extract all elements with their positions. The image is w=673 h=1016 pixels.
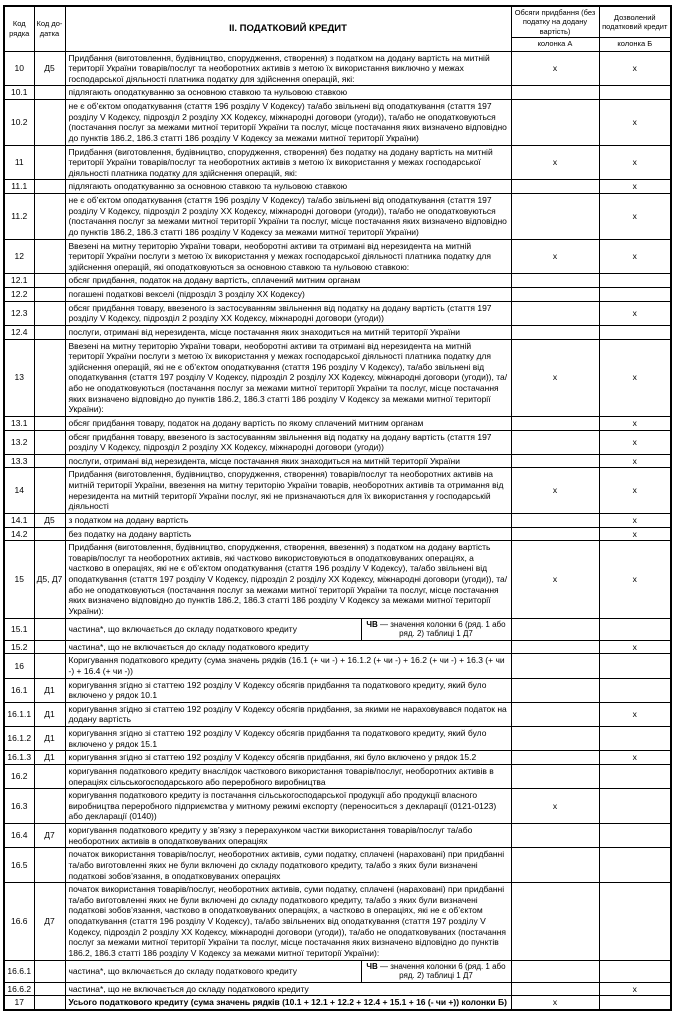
appendix-code: [34, 960, 65, 982]
column-b-cell: х: [599, 180, 671, 194]
appendix-code: [34, 288, 65, 302]
column-b-cell: [599, 288, 671, 302]
row-code: 16.1.3: [4, 751, 34, 765]
row-description: [65, 325, 511, 339]
row-description-content: [66, 240, 511, 274]
row-description-content: [66, 654, 511, 677]
appendix-code: [34, 274, 65, 288]
column-b-cell: х: [599, 702, 671, 726]
row-text: погашені податкові векселі (підрозділ 3 розділу XX Кодексу): [68, 289, 305, 299]
row-code: 13: [4, 339, 34, 416]
appendix-code: [34, 194, 65, 240]
appendix-code: [34, 640, 65, 654]
column-b-cell: х: [599, 982, 671, 996]
row-description: [65, 789, 511, 824]
table-row: [4, 454, 671, 468]
table-row: [4, 430, 671, 454]
row-description-content: [66, 996, 511, 1009]
column-b-cell: х: [599, 239, 671, 274]
row-description: [65, 702, 511, 726]
row-text: підлягають оподаткуванню за основною ставкою та нульовою ставкою: [68, 87, 348, 98]
appendix-code: [34, 430, 65, 454]
row-description: [65, 100, 511, 146]
row-description-content: [66, 146, 511, 180]
column-a-cell: [511, 416, 599, 430]
appendix-code: [34, 468, 65, 514]
column-b-cell: х: [599, 513, 671, 527]
row-text: послуги, отримані від нерезидента, місце постачання яких знаходиться на митній території України: [68, 326, 461, 337]
table-row: [4, 654, 671, 678]
row-description-content: [66, 983, 511, 996]
row-description-content: [66, 679, 511, 702]
table-row: [4, 678, 671, 702]
row-description-content: [66, 302, 511, 325]
row-text: коригування податкового кредиту у зв’язку з перерахунком частки використання товарів/послуг та/або необоротних активів в оподатковуваних операціях: [68, 825, 473, 846]
row-description-content: [66, 789, 511, 823]
row-description-content: [66, 455, 511, 468]
row-description: [65, 416, 511, 430]
row-code: 16.1: [4, 678, 34, 702]
row-code: 13.2: [4, 430, 34, 454]
row-description: [65, 454, 511, 468]
column-a-cell: [511, 678, 599, 702]
table-row: [4, 239, 671, 274]
row-code: 16.6.1: [4, 960, 34, 982]
row-code: 10.1: [4, 86, 34, 100]
column-b-label: колонка Б: [600, 37, 671, 50]
row-code: 14.2: [4, 527, 34, 541]
row-code-header: Код рядка: [4, 6, 34, 51]
row-description-content: [66, 417, 511, 430]
column-b-cell: [599, 848, 671, 883]
table-row: [4, 640, 671, 654]
row-text: Придбання (виготовлення, будівництво, спорудження, створення) без податку на додану вартість на митній території України товарів/послуг та необоротних активів з метою їх використання у межах господарської діяльності платника податку для здійснення операцій, які:: [68, 146, 493, 178]
row-description: [65, 86, 511, 100]
appendix-code: Д5: [34, 513, 65, 527]
row-text: коригування згідно зі статтею 192 розділу V Кодексу обсягів придбання та податкового кредиту, який було включено у рядок 15.1: [68, 728, 487, 749]
column-a-cell: х: [511, 339, 599, 416]
column-b-cell: х: [599, 416, 671, 430]
cv-note-text: — значення колонки 6 (ряд. 1 або ряд. 2) таблиці 1 Д7: [377, 961, 506, 981]
row-description-content: [66, 703, 511, 726]
appendix-code: Д1: [34, 678, 65, 702]
table-row: [4, 288, 671, 302]
column-a-cell: [511, 702, 599, 726]
table-row: [4, 194, 671, 240]
column-a-cell: [511, 325, 599, 339]
column-b-cell: х: [599, 339, 671, 416]
table-row: [4, 883, 671, 960]
row-description: [65, 527, 511, 541]
row-description-content: [66, 727, 511, 750]
appendix-code: [34, 848, 65, 883]
appendix-code: [34, 145, 65, 180]
row-text: Ввезені на митну територію України товари, необоротні активи та отримані від нерезидента на митній території України послуги з метою їх використання у межах господарської діяльності платника податку для здійснення операцій, які оподатковуються за основною ставкою та нульовою ставкою:: [68, 240, 491, 272]
table-row: [4, 100, 671, 146]
row-code: 16.1.2: [4, 727, 34, 751]
appendix-code: [34, 100, 65, 146]
row-text: послуги, отримані від нерезидента, місце постачання яких знаходиться на митній території України: [68, 455, 461, 466]
row-description: [65, 848, 511, 883]
row-description-content: [66, 514, 511, 527]
column-b-cell: х: [599, 751, 671, 765]
row-description: [65, 180, 511, 194]
appendix-code: Д5, Д7: [34, 541, 65, 618]
row-text: Ввезені на митну територію України товари, необоротні активи та отримані від нерезидента на митній території України послуги з метою їх використання у межах господарської діяльності платника податку для здійснення операцій, які не є об’єктом оподаткування (стаття 196 розділу V Кодексу), та/або звільнені від оподаткування (стаття 197 розділу V Кодексу, підрозділ 2 розділу XX Кодексу, міжнародні договори (угоди)), та/або не оподатковуються (постачання послуг за межами митної території України та послуг, місце постачання яких визначено відповідно до пунктів 186.2, 186.3 статті 186 розділу V Кодексу за межами митної території України):: [68, 340, 508, 415]
row-description-content: [66, 619, 511, 640]
row-code: 10: [4, 51, 34, 86]
column-b-cell: х: [599, 51, 671, 86]
appendix-code: [34, 789, 65, 824]
row-text: коригування згідно зі статтею 192 розділу V Кодексу обсягів придбання, які було включено у рядок 15.2: [68, 752, 477, 763]
row-description: [65, 824, 511, 848]
table-row: [4, 789, 671, 824]
table-row: [4, 764, 671, 788]
column-b-cell: х: [599, 541, 671, 618]
appendix-code: Д5: [34, 51, 65, 86]
appendix-code: Д7: [34, 883, 65, 960]
row-text: обсяг придбання, податок на додану вартість, сплачений митним органам: [68, 275, 361, 286]
row-code: 16.6.2: [4, 982, 34, 996]
row-text: коригування згідно зі статтею 192 розділу V Кодексу обсягів придбання, за якими не нараховувався податок на додану вартість: [68, 703, 507, 725]
appendix-code: [34, 454, 65, 468]
row-code: 12.4: [4, 325, 34, 339]
row-description-content: [66, 751, 511, 764]
row-description: [65, 764, 511, 788]
column-a-cell: [511, 180, 599, 194]
row-description: [65, 430, 511, 454]
column-b-cell: х: [599, 301, 671, 325]
table-row: [4, 824, 671, 848]
table-row: [4, 513, 671, 527]
column-a-cell: [511, 527, 599, 541]
row-description-content: [66, 194, 511, 239]
table-row: [4, 848, 671, 883]
table-row: [4, 618, 671, 640]
column-b-cell: [599, 678, 671, 702]
row-text: частина*, що включається до складу податкового кредиту: [68, 965, 298, 976]
row-description: [65, 883, 511, 960]
row-text: з податком на додану вартість: [68, 514, 189, 525]
row-text: Усього податкового кредиту (сума значень рядків (10.1 + 12.1 + 12.2 + 12.4 + 15.1 + 16 (- чи +)) колонки Б): [68, 997, 507, 1008]
column-b-cell: [599, 727, 671, 751]
appendix-code: Д1: [34, 727, 65, 751]
column-a-title: Обсяги придбання (без податку на додану вартість): [514, 8, 596, 36]
row-code: 16.3: [4, 789, 34, 824]
column-b-cell: х: [599, 194, 671, 240]
column-b-cell: [599, 764, 671, 788]
row-description-content: [66, 431, 511, 454]
table-row: [4, 996, 671, 1010]
row-description-content: [66, 824, 511, 847]
table-row: [4, 416, 671, 430]
tax-credit-table: [3, 5, 672, 1011]
column-b-title: Дозволений податковий кредит: [602, 12, 668, 32]
row-code: 12.3: [4, 301, 34, 325]
column-b-cell: [599, 654, 671, 678]
column-a-cell: х: [511, 239, 599, 274]
table-row: [4, 727, 671, 751]
table-row: [4, 960, 671, 982]
appendix-code: [34, 325, 65, 339]
table-row: [4, 541, 671, 618]
row-description-content: [66, 100, 511, 145]
row-text: початок використання товарів/послуг, необоротних активів, суми податку, сплачені (нараховані) при придбанні та/або виготовленні яких не були включені до складу податкового кредиту, та/або з яких були визначені податкові зобов’язання, частково в оподатковуваних операціях, а частково в операціях, які не є об’єктом оподаткування (стаття 196 розділу V Кодексу), та/або звільнених від оподаткування (стаття 197 розділу V Кодексу, підрозділ 2 розділу XX Кодексу, міжнародні договори (угоди)), та/або не оподатковуваних (постачання послуг за межами митної території України та послуг, місце постачання яких визначено відповідно до пунктів 186.2, 186.3 статті 186 розділу V Кодексу за межами митної території України):: [68, 884, 506, 958]
column-b-cell: [599, 274, 671, 288]
column-b-cell: х: [599, 640, 671, 654]
appendix-code: [34, 339, 65, 416]
document-page: [3, 5, 670, 1011]
row-code: 12.1: [4, 274, 34, 288]
column-a-cell: [511, 960, 599, 982]
column-a-cell: х: [511, 145, 599, 180]
column-b-cell: [599, 960, 671, 982]
row-description: [65, 274, 511, 288]
table-row: [4, 51, 671, 86]
row-description-content: [66, 528, 511, 541]
column-a-cell: [511, 513, 599, 527]
column-a-cell: [511, 454, 599, 468]
column-a-cell: [511, 883, 599, 960]
row-text: Придбання (виготовлення, будівництво, спорудження, створення, ввезення) з податком на додану вартість товарів/послуг та необоротних активів, які частково використовуються в оподатковуваних операціях, а частково в операціях, які не є об’єктом оподаткування (стаття 196 розділу V Кодексу), та/або звільнені від оподаткування (стаття 197 розділу V Кодексу, підрозділ 2 розділу XX Кодексу, міжнародні договори (угоди)), та/або не оподатковуються (постачання послуг за межами митної території України та послуг, місце постачання яких визначено відповідно до пунктів 186.2, 186.3 статті 186 розділу V Кодексу за межами митної території України):: [68, 542, 508, 616]
row-text: обсяг придбання товару, ввезеного із застосуванням звільнення від податку на додану вартість (стаття 197 розділу V Кодексу, підрозділ 2 розділу XX Кодексу, міжнародні договори (угоди)): [68, 302, 492, 324]
row-description: [65, 288, 511, 302]
row-text: початок використання товарів/послуг, необоротних активів, суми податку, сплачені (нараховані) при придбанні та/або виготовленні яких не були включені до складу податкового кредиту, та/або з яких були визначені податкові зобов’язання, в оподатковуваних операціях: [68, 849, 505, 881]
row-code: 15.2: [4, 640, 34, 654]
appendix-code: Д1: [34, 751, 65, 765]
row-description: [65, 751, 511, 765]
row-description-content: [66, 326, 511, 339]
row-code: 12.2: [4, 288, 34, 302]
column-a-cell: [511, 100, 599, 146]
row-text: частина*, що не включається до складу податкового кредиту: [68, 983, 309, 994]
row-code: 15.1: [4, 618, 34, 640]
appendix-code: Д7: [34, 824, 65, 848]
row-description: [65, 960, 511, 982]
row-description: [65, 51, 511, 86]
row-description-content: [66, 468, 511, 513]
row-text: обсяг придбання товару, ввезеного із застосуванням звільнення від податку на додану вартість (стаття 197 розділу V Кодексу, підрозділ 2 розділу XX Кодексу, міжнародні договори (угоди)): [68, 431, 492, 453]
table-row: [4, 702, 671, 726]
row-code: 11.2: [4, 194, 34, 240]
table-row: [4, 468, 671, 514]
row-code: 17: [4, 996, 34, 1010]
row-code: 13.3: [4, 454, 34, 468]
row-description: [65, 301, 511, 325]
row-code: 14: [4, 468, 34, 514]
row-text: частина*, що не включається до складу податкового кредиту: [68, 641, 309, 652]
row-description-content: [66, 86, 511, 99]
column-a-cell: [511, 654, 599, 678]
column-b-cell: [599, 996, 671, 1010]
column-b-cell: х: [599, 145, 671, 180]
column-a-cell: [511, 288, 599, 302]
row-code: 10.2: [4, 100, 34, 146]
row-description: [65, 996, 511, 1010]
column-b-cell: [599, 824, 671, 848]
column-a-cell: [511, 848, 599, 883]
column-b-cell: [599, 883, 671, 960]
column-a-cell: [511, 727, 599, 751]
table-row: [4, 145, 671, 180]
row-text: обсяг придбання товару, податок на додану вартість по якому сплачений митним органам: [68, 417, 424, 428]
column-b-cell: х: [599, 430, 671, 454]
column-b-cell: [599, 325, 671, 339]
row-description-content: [66, 52, 511, 86]
column-b-cell: [599, 618, 671, 640]
row-code: 11: [4, 145, 34, 180]
column-a-cell: [511, 824, 599, 848]
row-code: 12: [4, 239, 34, 274]
row-text: коригування згідно зі статтею 192 розділу V Кодексу обсягів придбання та податкового кредиту, який було включено у рядок 10.1: [68, 679, 487, 701]
row-description-content: [66, 883, 511, 959]
column-a-cell: [511, 430, 599, 454]
row-description: [65, 194, 511, 240]
row-description: [65, 339, 511, 416]
column-a-cell: [511, 640, 599, 654]
column-b-header: [599, 6, 671, 51]
row-code: 16.2: [4, 764, 34, 788]
appendix-code: [34, 654, 65, 678]
row-code: 16.5: [4, 848, 34, 883]
table-row: [4, 325, 671, 339]
row-text: не є об’єктом оподаткування (стаття 196 розділу V Кодексу) та/або звільнені від оподаткування (стаття 197 розділу V Кодексу, підрозділ 2 розділу XX Кодексу, міжнародні договори (угоди)), та/або не оподатковуються (постачання послуг за межами митної території України та послуг, місце постачання яких визначено відповідно до пунктів 186.2, 186.3 статті 186 розділу V Кодексу за межами митної території України): [68, 101, 507, 143]
column-a-cell: х: [511, 51, 599, 86]
row-description: [65, 145, 511, 180]
row-code: 16: [4, 654, 34, 678]
column-a-cell: [511, 618, 599, 640]
row-text: без податку на додану вартість: [68, 528, 192, 539]
column-b-cell: х: [599, 527, 671, 541]
column-a-cell: х: [511, 541, 599, 618]
row-code: 13.1: [4, 416, 34, 430]
row-description-content: [66, 180, 511, 193]
column-a-cell: [511, 194, 599, 240]
appendix-code: [34, 982, 65, 996]
column-a-cell: [511, 751, 599, 765]
table-row: [4, 527, 671, 541]
row-description-content: [66, 340, 511, 416]
row-text: підлягають оподаткуванню за основною ставкою та нульовою ставкою: [68, 181, 348, 192]
appendix-code: [34, 527, 65, 541]
row-description: [65, 468, 511, 514]
row-description-content: [66, 274, 511, 287]
column-b-cell: [599, 86, 671, 100]
row-text: не є об’єктом оподаткування (стаття 196 розділу V Кодексу) та/або звільнені від оподаткування (стаття 197 розділу V Кодексу, підрозділ 2 розділу XX Кодексу, міжнародні договори (угоди)), та/або не оподатковуються (постачання послуг за межами митної території України та послуг, місце постачання яких визначено відповідно до пунктів 186.2, 186.3 статті 186 розділу V Кодексу за межами митної території України): [68, 195, 507, 237]
section-title: ІІ. ПОДАТКОВИЙ КРЕДИТ: [65, 6, 511, 51]
row-description: [65, 678, 511, 702]
row-description: [65, 618, 511, 640]
row-code: 14.1: [4, 513, 34, 527]
row-description: [65, 727, 511, 751]
column-a-cell: [511, 301, 599, 325]
table-row: [4, 301, 671, 325]
appendix-code: [34, 618, 65, 640]
row-text: Коригування податкового кредиту (сума значень рядків (16.1 (+ чи -) + 16.1.2 (+ чи -) + 16.2 (+ чи -) + 16.3 (+ чи -) + 16.4 (+ чи -)): [68, 655, 505, 676]
table-row: [4, 274, 671, 288]
column-a-cell: х: [511, 468, 599, 514]
row-description: [65, 513, 511, 527]
row-code: 16.6: [4, 883, 34, 960]
row-text: коригування податкового кредиту із постачання сільськогосподарської продукції або продукції власного виробництва переробного підприємства у митному режимі експорту (переноситься з декларації (0121-0123) або декларації (0140)): [68, 790, 497, 822]
appendix-code: [34, 416, 65, 430]
column-a-cell: [511, 982, 599, 996]
column-a-cell: х: [511, 789, 599, 824]
column-a-cell: [511, 274, 599, 288]
row-description-content: [66, 848, 511, 882]
row-description: [65, 982, 511, 996]
row-description-content: [66, 765, 511, 788]
row-description-content: [66, 288, 511, 301]
column-b-cell: х: [599, 100, 671, 146]
row-description: [65, 541, 511, 618]
table-row: [4, 751, 671, 765]
column-a-cell: х: [511, 996, 599, 1010]
cv-label: ЧВ: [366, 619, 378, 629]
row-text: Придбання (виготовлення, будівництво, спорудження, створення) з податком на додану вартість на митній території України товарів/послуг та необоротних активів з метою їх використання виключно у межах господарської діяльності платника податку для здійснення операцій, які:: [68, 52, 490, 84]
column-b-cell: х: [599, 468, 671, 514]
row-code: 11.1: [4, 180, 34, 194]
appendix-code: [34, 180, 65, 194]
appendix-code: [34, 86, 65, 100]
row-text: Придбання (виготовлення, будівництво, спорудження, створення) товарів/послуг та необоротних активів на митній території України, ввезення на митну територію України товарів, необоротних активів та отримання від нерезидента на митній території України послуг, які не призначаються для їх використання у господарській діяльності: [68, 469, 504, 512]
column-b-cell: х: [599, 454, 671, 468]
column-b-cell: [599, 789, 671, 824]
appendix-code: [34, 996, 65, 1010]
row-description: [65, 640, 511, 654]
table-row: [4, 982, 671, 996]
appendix-code: [34, 764, 65, 788]
cv-label: ЧВ: [366, 961, 378, 971]
row-text: коригування податкового кредиту внаслідок часткового використання товарів/послуг, необоротних активів в операціях сільськогосподарського або переробного виробництва: [68, 765, 494, 787]
row-description: [65, 239, 511, 274]
table-row: [4, 180, 671, 194]
column-a-cell: [511, 86, 599, 100]
appendix-code: [34, 301, 65, 325]
row-code: 15: [4, 541, 34, 618]
row-code: 16.4: [4, 824, 34, 848]
appendix-code: Д1: [34, 702, 65, 726]
row-description-content: [66, 641, 511, 654]
appendix-code-header: Код до-датка: [34, 6, 65, 51]
row-description: [65, 654, 511, 678]
row-code: 16.1.1: [4, 702, 34, 726]
cv-note-text: — значення колонки 6 (ряд. 1 або ряд. 2) таблиці 1 Д7: [377, 619, 506, 639]
table-header-row: [4, 6, 671, 51]
column-a-label: колонка А: [512, 37, 599, 50]
row-text: частина*, що включається до складу податкового кредиту: [68, 623, 298, 634]
table-row: [4, 86, 671, 100]
row-description-content: [66, 541, 511, 617]
column-a-cell: [511, 764, 599, 788]
cv-note-box: [361, 619, 511, 640]
column-a-header: [511, 6, 599, 51]
table-row: [4, 339, 671, 416]
appendix-code: [34, 239, 65, 274]
